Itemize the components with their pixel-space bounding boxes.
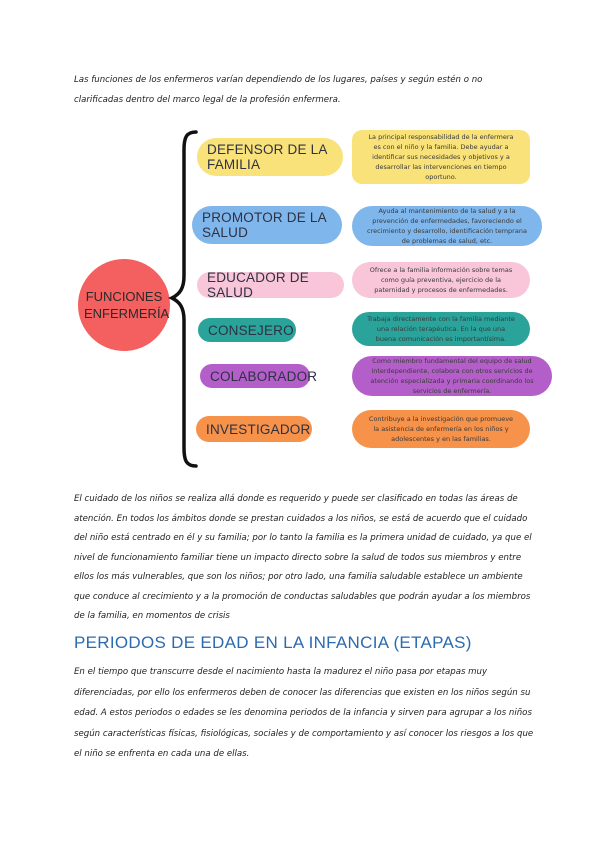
care-paragraph: El cuidado de los niños se realiza allá donde es requerido y puede ser clasificado en todas las áreas de atención. En todos los ámbitos donde se prestan cuidados a los niños, se está de acuerdo que el cuidado del niño está centrado en él y su familia; por lo tanto la familia es la primera unidad de cuidado, ya que el nivel de funcionamiento familiar tiene un impacto directo sobre la salud de todos sus miembros y entre ellos los más vulnerables, que son los niños; por otro lado, una familia saludable establece un ambiente que conduce al crecimiento y a la promoción de conductas saludables que podrán ayudar a los miembros de la familia, en momentos de crisis: [74, 494, 532, 621]
function-label: COLABORADOR: [210, 368, 318, 384]
function-description: Contribuye a la investigación que promueve la asistencia de enfermería en los niños y adolescentes y en las familias.: [368, 415, 514, 443]
function-description: La principal responsabilidad de la enfermera es con el niño y la familia. Debe ayudar a identificar sus necesidades y objetivos y a desarrollar las intervenciones en tiempo oportuno.: [368, 133, 514, 181]
function-description: Ofrece a la familia información sobre temas como guía preventiva, ejercicio de la paternidad y procesos de enfermedades.: [369, 266, 513, 294]
intro-paragraph: Las funciones de los enfermeros varían dependiendo de los lugares, países y según estén o no clarificadas dentro del marco legal de la profesión enfermera.: [74, 75, 483, 105]
function-desc-defensor: [352, 130, 530, 184]
function-label: EDUCADOR DE SALUD: [207, 270, 309, 300]
function-pill-consejero: [198, 318, 296, 342]
function-label: PROMOTOR DE LA SALUD: [202, 210, 327, 240]
function-pill-colaborador: [200, 364, 318, 388]
function-label: DEFENSOR DE LA FAMILIA: [207, 142, 327, 172]
function-desc-colaborador: [352, 356, 552, 396]
curly-bracket: [168, 126, 198, 474]
function-label: CONSEJERO: [208, 322, 294, 338]
function-desc-educador: [352, 262, 530, 298]
function-desc-promotor: [352, 206, 542, 246]
function-description: Trabaja directamente con la familia mediante una relación terapéutica. En la que una buena comunicación es importantísima.: [367, 315, 515, 343]
function-pill-defensor: [197, 138, 343, 176]
periods-paragraph: En el tiempo que transcurre desde el nacimiento hasta la madurez el niño pasa por etapas muy diferenciadas, por ello los enfermeros deben de conocer las diferencias que existen en los niños según su edad. A estos periodos o edades se les denomina periodos de la infancia y sirven para agrupar a los niños según características físicas, fisiológicas, sociales y de comportamiento y así conocer los riesgos a los que el niño se enfrenta en cada una de ellas.: [74, 667, 534, 759]
function-label: INVESTIGADOR: [206, 421, 311, 437]
function-desc-consejero: [352, 312, 530, 346]
function-pill-promotor: [192, 206, 342, 244]
function-pill-educador: [197, 272, 344, 298]
function-description: Ayuda al mantenimiento de la salud y a la prevención de enfermedades, favoreciendo el crecimiento y desarrollo, identificación temprana de problemas de salud, etc.: [367, 207, 527, 245]
center-label: FUNCIONES ENFERMERÍA: [84, 289, 170, 321]
function-description: Como miembro fundamental del equipo de salud interdependiente, colabora con otros servicios de atención especializada y primaria coordinando los servicios de enfermería.: [370, 357, 534, 395]
section-title: PERIODOS DE EDAD EN LA INFANCIA (ETAPAS): [74, 633, 472, 652]
function-pill-investigador: [196, 416, 312, 442]
center-circle: [78, 259, 170, 351]
function-desc-investigador: [352, 410, 530, 448]
